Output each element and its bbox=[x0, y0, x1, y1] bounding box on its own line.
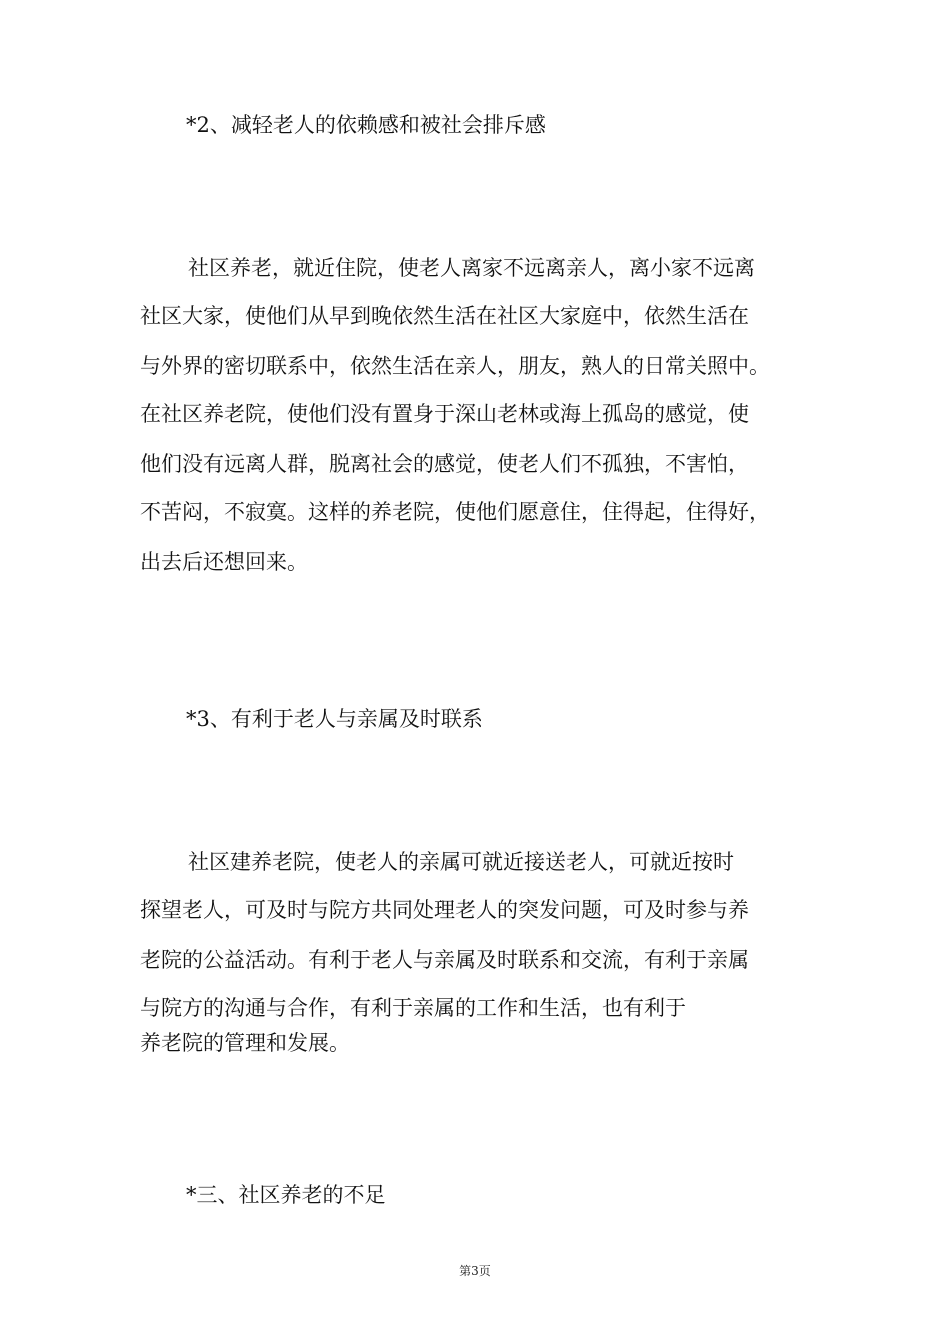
paragraph-line: 养老院的管理和发展。 bbox=[140, 1031, 350, 1055]
paragraph-line: 探望老人，可及时与院方共同处理老人的突发问题，可及时参与养 bbox=[140, 898, 749, 922]
paragraph-line: 社区大家，使他们从早到晚依然生活在社区大家庭中，依然生活在 bbox=[140, 304, 749, 328]
paragraph-line: 出去后还想回来。 bbox=[140, 550, 308, 574]
page-number: 第3页 bbox=[459, 1264, 491, 1278]
section-heading-three: *三、社区养老的不足 bbox=[186, 1183, 386, 1207]
paragraph-line: 社区养老，就近住院，使老人离家不远离亲人，离小家不远离 bbox=[188, 256, 755, 280]
section-heading-3: *3、有利于老人与亲属及时联系 bbox=[186, 707, 483, 731]
paragraph-line: 与外界的密切联系中，依然生活在亲人，朋友，熟人的日常关照中。 bbox=[140, 354, 770, 378]
paragraph-line: 在社区养老院，使他们没有置身于深山老林或海上孤岛的感觉，使 bbox=[140, 402, 749, 426]
paragraph-line: 不苦闷，不寂寞。这样的养老院，使他们愿意住，住得起，住得好， bbox=[140, 500, 770, 524]
paragraph-line: 他们没有远离人群，脱离社会的感觉，使老人们不孤独，不害怕， bbox=[140, 452, 749, 476]
paragraph-line: 老院的公益活动。有利于老人与亲属及时联系和交流，有利于亲属 bbox=[140, 948, 749, 972]
paragraph-line: 社区建养老院，使老人的亲属可就近接送老人，可就近按时 bbox=[188, 850, 734, 874]
paragraph-line: 与院方的沟通与合作，有利于亲属的工作和生活，也有利于 bbox=[140, 996, 686, 1020]
section-heading-2: *2、减轻老人的依赖感和被社会排斥感 bbox=[186, 113, 546, 137]
